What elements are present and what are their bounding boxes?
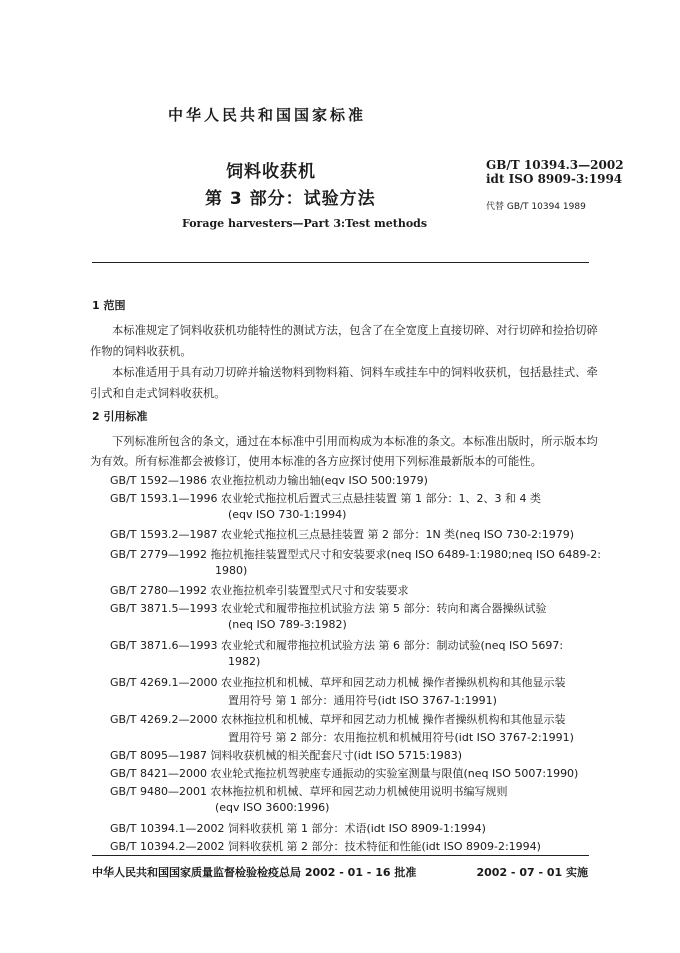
section-1-para-1-line-2: 作物的饲料收获机。 [90, 345, 192, 358]
reference-item: GB/T 10394.1—2002 饲料收获机 第 1 部分：术语(idt ISO 8909-1:1994) [110, 822, 486, 835]
reference-item: GB/T 1592—1986 农业拖拉机动力输出轴(eqv ISO 500:1979) [110, 474, 428, 487]
title-chinese-line1: 饲料收获机 [226, 162, 316, 182]
reference-continuation: (eqv ISO 3600:1996) [215, 801, 330, 814]
effective-date: 2002 - 07 - 01 实施 [476, 866, 588, 879]
section-1-para-1-line-1: 本标准规定了饲料收获机功能特性的测试方法，包含了在全宽度上直接切碎、对行切碎和捡拾切碎 [112, 324, 598, 337]
section-1-para-2-line-2: 引式和自走式饲料收获机。 [90, 387, 226, 400]
section-2-heading: 2 引用标准 [92, 410, 148, 423]
idt-reference: idt ISO 8909-3:1994 [486, 172, 623, 186]
reference-continuation: (eqv ISO 730-1:1994) [228, 508, 347, 521]
reference-item: GB/T 10394.2—2002 饲料收获机 第 2 部分：技术特征和性能(idt ISO 8909-2:1994) [110, 840, 541, 853]
title-english: Forage harvesters—Part 3:Test methods [182, 217, 428, 230]
section-1-heading: 1 范围 [92, 299, 126, 312]
replaces-note: 代替 GB/T 10394 1989 [486, 202, 586, 212]
reference-item: GB/T 9480—2001 农林拖拉机和机械、草坪和园艺动力机械使用说明书编写规则 [110, 785, 508, 798]
reference-item: GB/T 1593.1—1996 农业轮式拖拉机后置式三点悬挂装置 第 1 部分：1、2、3 和 4 类 [110, 492, 541, 505]
header-rule [92, 262, 589, 263]
reference-item: GB/T 2780—1992 农业拖拉机牵引装置型式尺寸和安装要求 [110, 584, 409, 597]
approval-statement: 中华人民共和国国家质量监督检验检疫总局 2002 - 01 - 16 批准 [92, 866, 417, 879]
title-chinese-line2: 第 3 部分：试验方法 [205, 189, 376, 209]
footer-rule [92, 855, 589, 856]
reference-item: GB/T 3871.5—1993 农业轮式和履带拖拉机试验方法 第 5 部分：转向和离合器操纵试验 [110, 602, 547, 615]
reference-item: GB/T 1593.2—1987 农业轮式拖拉机三点悬挂装置 第 2 部分：1N 类(neq ISO 730-2:1979) [110, 528, 575, 541]
reference-continuation: 置用符号 第 1 部分：通用符号(idt ISO 3767-1:1991) [228, 694, 497, 707]
reference-continuation: (neq ISO 789-3:1982) [228, 618, 347, 631]
reference-continuation: 置用符号 第 2 部分：农用拖拉机和机械用符号(idt ISO 3767-2:1991) [228, 731, 574, 744]
section-2-intro-line-1: 下列标准所包含的条文，通过在本标准中引用而构成为本标准的条文。本标准出版时，所示版本均 [112, 435, 598, 448]
reference-item: GB/T 3871.6—1993 农业轮式和履带拖拉机试验方法 第 6 部分：制动试验(neq ISO 5697: [110, 639, 564, 652]
reference-item: GB/T 8095—1987 饲料收获机械的相关配套尺寸(idt ISO 5715:1983) [110, 749, 462, 762]
section-1-para-2-line-1: 本标准适用于具有动刀切碎并输送物料到物料箱、饲料车或挂车中的饲料收获机，包括悬挂式、牵 [112, 366, 598, 379]
reference-item: GB/T 4269.1—2000 农业拖拉机和机械、草坪和园艺动力机械 操作者操纵机构和其他显示装 [110, 676, 566, 689]
reference-continuation: 1980) [215, 564, 248, 577]
standard-number: GB/T 10394.3—2002 [486, 158, 624, 172]
section-2-intro-line-2: 为有效。所有标准都会被修订，使用本标准的各方应探讨使用下列标准最新版本的可能性。 [90, 455, 542, 468]
national-standard-heading: 中华人民共和国国家标准 [168, 106, 367, 124]
reference-continuation: 1982) [228, 655, 261, 668]
reference-item: GB/T 2779—1992 拖拉机拖挂装置型式尺寸和安装要求(neq ISO 6489-1:1980;neq ISO 6489-2: [110, 548, 602, 561]
reference-item: GB/T 8421—2000 农业轮式拖拉机驾驶座专通振动的实验室测量与限值(neq ISO 5007:1990) [110, 767, 579, 780]
reference-item: GB/T 4269.2—2000 农林拖拉机和机械、草坪和园艺动力机械 操作者操纵机构和其他显示装 [110, 713, 566, 726]
